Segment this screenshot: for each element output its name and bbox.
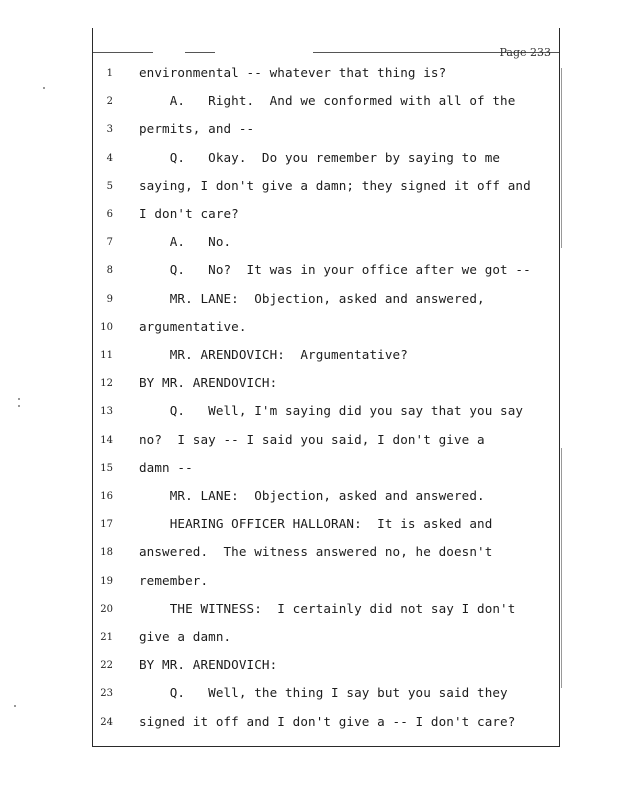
- line-text: THE WITNESS: I certainly did not say I don't: [139, 600, 516, 616]
- line-text: Q. Okay. Do you remember by saying to me: [139, 149, 501, 165]
- transcript-line: [93, 262, 559, 282]
- line-text: answered. The witness answered no, he doesn't: [139, 544, 493, 560]
- scan-speck: [14, 705, 16, 707]
- line-text: give a damn.: [139, 629, 232, 644]
- line-text: MR. ARENDOVICH: Argumentative?: [139, 347, 408, 362]
- transcript-line: [93, 150, 559, 170]
- scan-speck: [18, 405, 20, 407]
- line-number: 19: [100, 575, 113, 587]
- line-number: 23: [100, 688, 113, 700]
- transcript-line: [93, 206, 559, 226]
- transcript-line: [93, 714, 559, 734]
- transcript-line: [93, 65, 559, 85]
- line-number: 6: [106, 209, 113, 220]
- line-text: I don't care?: [139, 206, 239, 221]
- line-text: saying, I don't give a damn; they signed it off and: [139, 177, 531, 193]
- transcript-line: [93, 573, 559, 593]
- line-number: 8: [106, 265, 113, 277]
- line-text: A. No.: [139, 234, 232, 250]
- scan-speck: [18, 398, 20, 400]
- transcript-line: [93, 234, 559, 254]
- transcript-line: [93, 516, 559, 536]
- line-text: BY MR. ARENDOVICH:: [139, 375, 278, 391]
- line-number: 3: [106, 124, 113, 136]
- transcript-line: [93, 347, 559, 367]
- transcript-line: [93, 121, 559, 141]
- line-text: MR. LANE: Objection, asked and answered,: [139, 290, 485, 306]
- line-text: MR. LANE: Objection, asked and answered.: [139, 488, 485, 503]
- line-number: 20: [100, 603, 113, 615]
- transcript-line: [93, 460, 559, 480]
- line-number: 17: [100, 519, 113, 531]
- line-text: Q. Well, I'm saying did you say that you say: [139, 403, 524, 419]
- line-number: 9: [106, 293, 113, 305]
- line-text: signed it off and I don't give a -- I don't care?: [139, 713, 516, 729]
- line-number: 13: [100, 406, 113, 418]
- line-number: 24: [100, 716, 113, 728]
- transcript-line: [93, 657, 559, 677]
- transcript-line: [93, 544, 559, 564]
- line-number: 10: [100, 321, 113, 333]
- line-text: Q. Well, the thing I say but you said they: [139, 685, 508, 701]
- line-text: remember.: [139, 572, 209, 588]
- line-text: environmental -- whatever that thing is?: [139, 65, 447, 80]
- line-number: 5: [106, 180, 113, 192]
- transcript-line: [93, 93, 559, 113]
- scan-speck: [43, 87, 45, 89]
- top-rule-mid: [185, 52, 215, 53]
- line-text: argumentative.: [139, 318, 247, 334]
- line-number: 15: [100, 462, 113, 474]
- line-number: 16: [100, 491, 113, 502]
- line-number: 1: [106, 68, 113, 79]
- transcript-line: [93, 178, 559, 198]
- line-number: 2: [106, 96, 113, 108]
- line-number: 22: [100, 660, 113, 672]
- line-text: permits, and --: [139, 121, 255, 137]
- scan-edge-mark: [561, 68, 562, 248]
- line-number: 18: [100, 547, 113, 559]
- line-text: Q. No? It was in your office after we got --: [139, 262, 531, 278]
- line-number: 21: [100, 632, 113, 643]
- transcript-line: [93, 403, 559, 423]
- transcript-line: [93, 375, 559, 395]
- transcript-line: [93, 319, 559, 339]
- line-text: BY MR. ARENDOVICH:: [139, 657, 278, 673]
- transcript-line: [93, 488, 559, 508]
- line-text: no? I say -- I said you said, I don't give a: [139, 431, 485, 447]
- transcript-line: [93, 291, 559, 311]
- line-text: A. Right. And we conformed with all of the: [139, 93, 516, 109]
- line-number: 11: [100, 350, 113, 361]
- line-number: 4: [106, 152, 113, 164]
- page-number: Page 233: [499, 46, 551, 59]
- transcript-line: [93, 685, 559, 705]
- line-text: HEARING OFFICER HALLORAN: It is asked and: [139, 516, 493, 532]
- line-number: 14: [100, 434, 113, 446]
- line-text: damn --: [139, 459, 193, 475]
- transcript-page: [92, 28, 560, 747]
- transcript-line: [93, 432, 559, 452]
- scan-edge-mark: [561, 448, 562, 688]
- line-number: 12: [100, 378, 113, 390]
- top-rule-left: [93, 52, 153, 53]
- transcript-line: [93, 601, 559, 621]
- transcript-line: [93, 629, 559, 649]
- line-number: 7: [106, 237, 113, 249]
